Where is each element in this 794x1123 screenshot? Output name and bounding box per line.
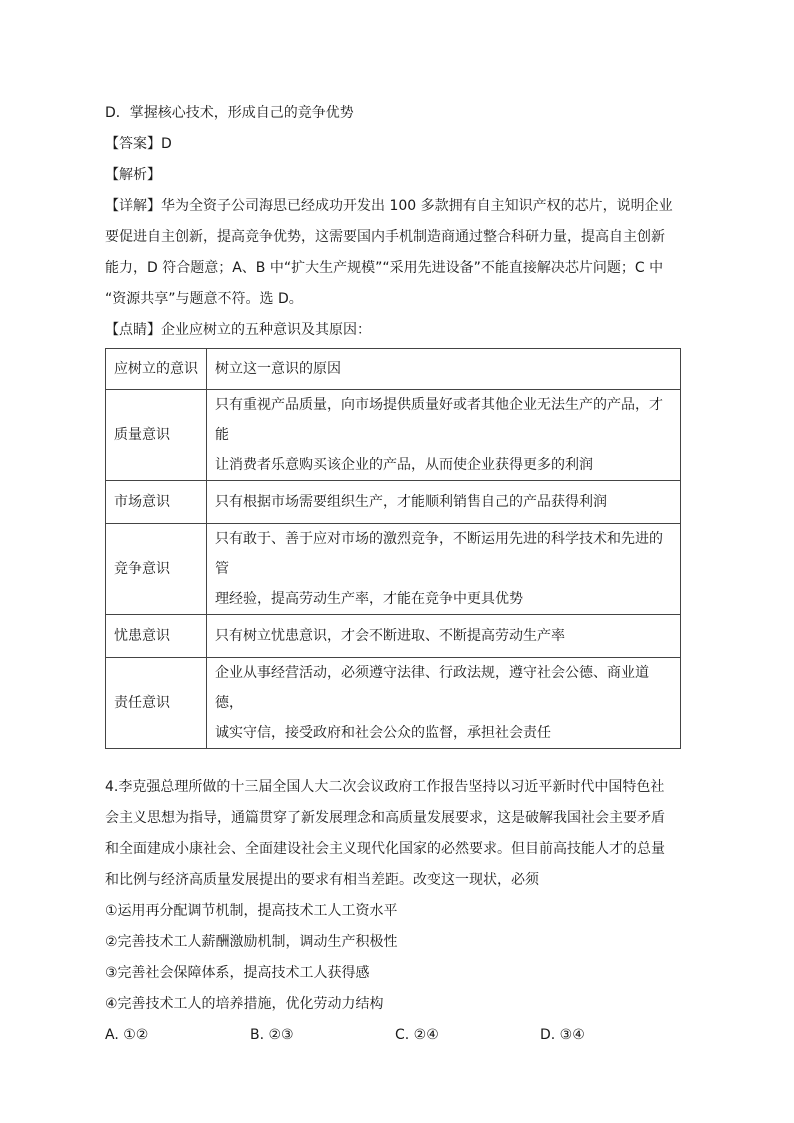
tips-tag: 【点睛】 <box>105 322 161 338</box>
tips-text: 企业应树立的五种意识及其原因： <box>161 322 371 338</box>
table-row <box>106 481 681 524</box>
option-c: C. ②④ <box>395 1027 439 1043</box>
statement-item: ③完善社会保障体系，提高技术工人获得感 <box>105 965 370 981</box>
question-4-items <box>105 896 685 1020</box>
tips-line <box>105 315 685 346</box>
option-a: A. ①② <box>105 1027 149 1043</box>
detail-line: 能力，D 符合题意；A、B 中“扩大生产规模”“采用先进设备”不能直接解决芯片问题；C 中 <box>105 260 664 276</box>
analysis-tag: 【解析】 <box>105 167 161 183</box>
table-cell-key: 竞争意识 <box>106 524 207 615</box>
question-4-stem <box>105 772 685 896</box>
table-cell-value: 企业从事经营活动，必须遵守法律、行政法规，遵守社会公德、商业道德， 诚实守信，接受政府和社会公众的监督，承担社会责任 <box>207 658 681 749</box>
table-cell-value: 只有敢于、善于应对市场的激烈竞争，不断运用先进的科学技术和先进的管 理经验，提高劳动生产率，才能在竞争中更具优势 <box>207 524 681 615</box>
detail-line: 要促进自主创新，提高竞争优势，这需要国内手机制造商通过整合科研力量，提高自主创新 <box>105 229 665 245</box>
table-header-cell: 应树立的意识 <box>106 349 207 390</box>
detail-line: 华为全资子公司海思已经成功开发出 100 多款拥有自主知识产权的芯片，说明企业 <box>161 198 673 214</box>
option-d: D. ③④ <box>540 1027 585 1043</box>
table-cell-value: 只有根据市场需要组织生产，才能顺利销售自己的产品获得利润 <box>207 481 681 524</box>
table-cell-key: 责任意识 <box>106 658 207 749</box>
table-row <box>106 390 681 481</box>
statement-item: ④完善技术工人的培养措施，优化劳动力结构 <box>105 996 384 1012</box>
answer-value: D <box>161 136 172 152</box>
table-header-cell: 树立这一意识的原因 <box>207 349 681 390</box>
document-page <box>105 98 685 1051</box>
question-line: 4.李克强总理所做的十三届全国人大二次会议政府工作报告坚持以习近平新时代中国特色社 <box>105 779 665 795</box>
statement-item: ①运用再分配调节机制，提高技术工人工资水平 <box>105 903 398 919</box>
table-header-row <box>106 349 681 390</box>
table-cell-value: 只有树立忧患意识，才会不断进取、不断提高劳动生产率 <box>207 615 681 658</box>
table-cell-key: 质量意识 <box>106 390 207 481</box>
option-d-text: D．掌握核心技术，形成自己的竞争优势 <box>105 105 354 121</box>
answer-tag: 【答案】 <box>105 136 161 152</box>
table-row <box>106 615 681 658</box>
table-cell-value: 只有重视产品质量，向市场提供质量好或者其他企业无法生产的产品，才能 让消费者乐意购买该企业的产品，从而使企业获得更多的利润 <box>207 390 681 481</box>
question-line: 和比例与经济高质量发展提出的要求有相当差距。改变这一现状，必须 <box>105 872 539 888</box>
answer-line <box>105 129 685 160</box>
detail-paragraph <box>105 191 685 315</box>
question-4-options <box>105 1020 685 1051</box>
statement-item: ②完善技术工人薪酬激励机制，调动生产积极性 <box>105 934 398 950</box>
question-line: 会主义思想为指导，通篇贯穿了新发展理念和高质量发展要求，这是破解我国社会主要矛盾 <box>105 810 665 826</box>
detail-tag: 【详解】 <box>105 198 161 214</box>
table-cell-key: 忧患意识 <box>106 615 207 658</box>
table-cell-key: 市场意识 <box>106 481 207 524</box>
awareness-table <box>105 348 681 749</box>
table-row <box>106 658 681 749</box>
table-row <box>106 524 681 615</box>
question-line: 和全面建成小康社会、全面建设社会主义现代化国家的必然要求。但目前高技能人才的总量 <box>105 841 665 857</box>
detail-line: “资源共享”与题意不符。选 D。 <box>105 291 303 307</box>
option-b: B. ②③ <box>250 1027 294 1043</box>
